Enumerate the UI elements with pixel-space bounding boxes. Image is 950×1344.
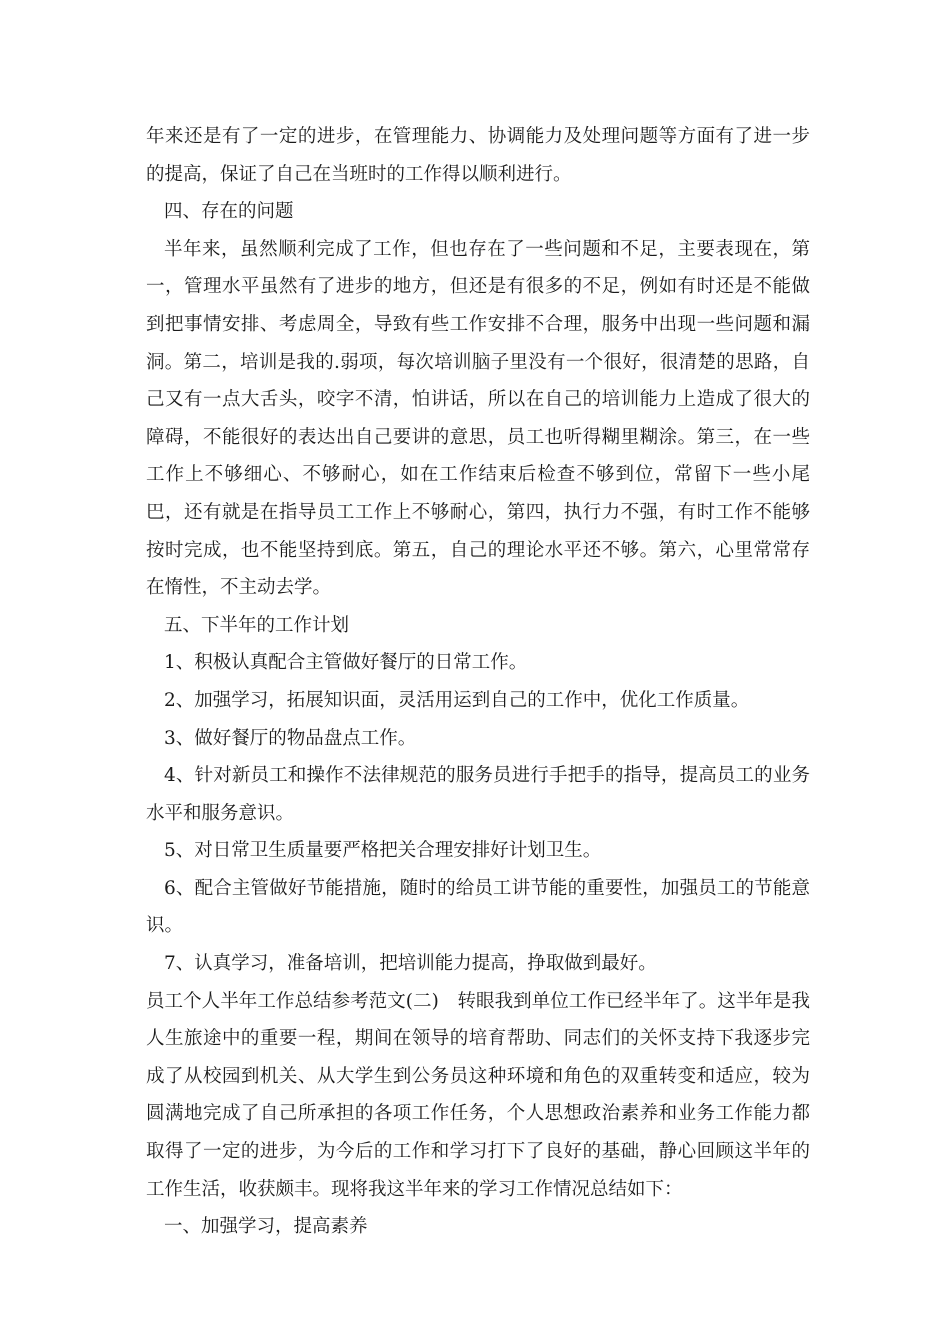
plan-item-5: 5、对日常卫生质量要严格把关合理安排好计划卫生。	[164, 840, 602, 862]
section-heading-plan: 五、下半年的工作计划	[164, 614, 350, 636]
plan-item-6: 6、配合主管做好节能措施，随时的给员工讲节能的重要性，加强员工的节能意识。	[146, 877, 810, 937]
plan-item-4: 4、针对新员工和操作不法律规范的服务员进行手把手的指导，提高员工的业务水平和服务意识。	[146, 765, 810, 824]
plan-item-3: 3、做好餐厅的物品盘点工作。	[164, 727, 417, 749]
plan-item-2: 2、加强学习，拓展知识面，灵活用运到自己的工作中，优化工作质量。	[164, 689, 750, 711]
section-heading-study: 一、加强学习，提高素养	[164, 1216, 368, 1238]
paragraph-progress-summary: 年来还是有了一定的进步，在管理能力、协调能力及处理问题等方面有了进一步的提高，保证了自己在当班时的工作得以顺利进行。	[146, 126, 810, 185]
plan-item-1: 1、积极认真配合主管做好餐厅的日常工作。	[164, 652, 528, 674]
plan-item-7: 7、认真学习，准备培训，把培训能力提高，挣取做到最好。	[164, 953, 657, 975]
document-body	[146, 118, 810, 1246]
paragraph-sample-two-intro: 员工个人半年工作总结参考范文(二) 转眼我到单位工作已经半年了。这半年是我人生旅途中的重要一程，期间在领导的培育帮助、同志们的关怀支持下我逐步完成了从校园到机关、从大学生到公务员这种环境和角色的双重转变和适应，较为圆满地完成了自己所承担的各项工作任务，个人思想政治素养和业务工作能力都取得了一定的进步，为今后的工作和学习打下了良好的基础，静心回顾这半年的工作生活，收获颇丰。现将我这半年来的学习工作情况总结如下：	[146, 990, 810, 1200]
section-heading-problems: 四、存在的问题	[164, 201, 294, 223]
paragraph-problems: 半年来，虽然顺利完成了工作，但也存在了一些问题和不足，主要表现在，第一，管理水平虽然有了进步的地方，但还是有很多的不足，例如有时还是不能做到把事情安排、考虑周全，导致有些工作安排不合理，服务中出现一些问题和漏洞。第二，培训是我的.弱项，每次培训脑子里没有一个很好，很清楚的思路，自己又有一点大舌头，咬字不清，怕讲话，所以在自己的培训能力上造成了很大的障碍，不能很好的表达出自己要讲的意思，员工也听得糊里糊涂。第三，在一些工作上不够细心、不够耐心，如在工作结束后检查不够到位，常留下一些小尾巴，还有就是在指导员工工作上不够耐心，第四，执行力不强，有时工作不能够按时完成，也不能坚持到底。第五，自己的理论水平还不够。第六，心里常常存在惰性，不主动去学。	[146, 238, 810, 599]
